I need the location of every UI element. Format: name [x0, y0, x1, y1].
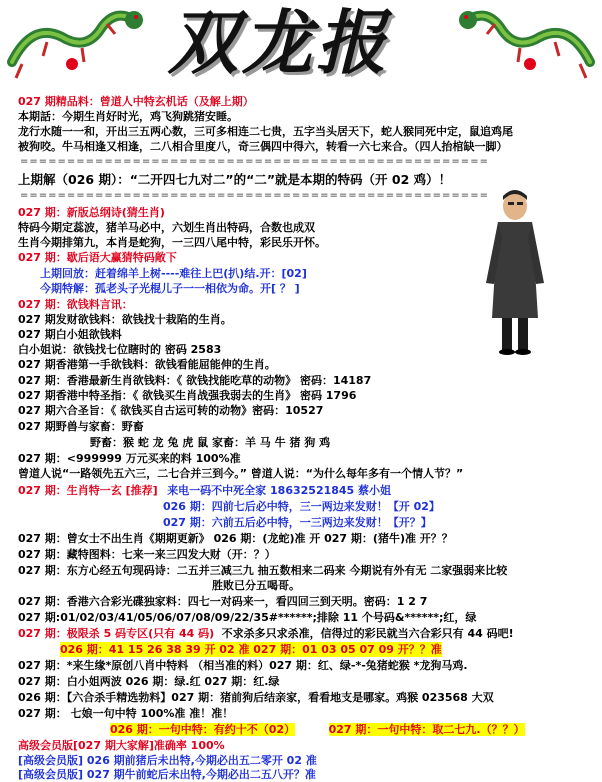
line-proverb-replay: 上期回放：赶着绵羊上树----难往上巴(扒)结.开：[02] [40, 267, 307, 280]
line-vip-header: 高级会员版[027 期大家解]准确率 100% [18, 739, 225, 752]
line-hidden-map: 027 期：藏特图料：七来一来三四发大财（开：？） [18, 548, 276, 561]
line-vip-027: [高级会员版] 027 期牛前蛇后未出特,今期必出二五八开？准 [18, 768, 316, 781]
recommend-label: 027 期：生肖特一玄 [推荐] [18, 484, 158, 497]
line-heart-sutra: 027 期：东方心经五句现码诗：二五并三减三九 抽五数相来二码来 今期说有外有无 二家强弱来比较 [18, 564, 508, 577]
line-money-3: 白小姐说：欲钱找七位瞎时的 密码 2583 [18, 343, 222, 356]
line-cd-exclusive: 027 期：香港六合彩光碟独家料：四七一对码来一，看四回三到天明。密码：1 2 7 [18, 595, 428, 608]
figure-man-icon [480, 188, 550, 358]
line-killer-pick: 026 期：【六合杀手精选勃料】027 期：猪前狗后结亲家，看看地支是哪家。鸡猴 023568 大双 [18, 691, 494, 704]
line-million: 027 期：<999999 万元买来的料 100%准 [18, 452, 241, 465]
line-poem-1: 特码今期定蕊波，猪羊马必中，六划生肖出特码，合数也成双 [18, 221, 315, 234]
line-seven-lady: 027 期： 七娘一句中特 100%准 准！准！ [18, 707, 234, 720]
kill-zone-label: 027 期：极限杀 5 码专区(只有 44 码) [18, 627, 215, 640]
line-proverb-current: 今期特解：孤老头子光棍儿子一一相依为命。开[ ？ ] [40, 282, 300, 295]
line-vip-026: [高级会员版] 026 期前猪后未出特,今期必出五二零开 02 准 [18, 754, 317, 767]
line-money-6: 027 期香港中特圣指：《 欲钱买生肖战强我弱去的生肖》 密码 1796 [18, 389, 357, 402]
page-title: 双龙报 [168, 1, 390, 84]
one-phrase-027: 027 期：一句中特：取二七九.（？？） [328, 723, 525, 736]
kill-zone-text: 不求杀多只求杀准，信得过的彩民就当六合彩只有 44 码吧! [221, 627, 514, 640]
line-verse-1: 龙行水随一一和，开出三五两心数，三可多相连二七贵，五字当头居天下，蛇人猴同死中定，鼠追鸡尾 [18, 125, 513, 138]
line-money-1: 027 期发财欲钱料：欲钱找十栽陷的生肖。 [18, 313, 232, 326]
line-numbers: 026 期：41 15 26 38 39 开 02 准 027 期：01 03 05 07 09 开？？准 [60, 643, 442, 656]
line-verse-2: 被狗咬。牛马相逢又相逢，二八相合里度八，奇三偶四中得六，转看一六七来合。（四人抬棺缺一脚） [18, 140, 508, 153]
recommend-contact: 来电一码不中死全家 18632521845 蔡小姐 [167, 484, 392, 497]
line-exclude: 027 期:01/02/03/41/05/06/07/08/09/22/35#******;排除 11 个号码&******;红，绿 [18, 611, 477, 624]
line-money-5: 027 期：香港最新生肖欲钱料：《 欲钱找能吃草的动物》 密码：14187 [18, 374, 372, 387]
line-money-7: 027 期六合圣旨：《 欲钱买自古运可转的动物》密码：10527 [18, 404, 324, 417]
line-last-issue-answer: 上期解（026 期）：“二开四七九对二”的“二”就是本期的特码（开 02 鸡）！ [18, 172, 452, 187]
line-beasts-list: 野畜：猴 蛇 龙 兔 虎 鼠 家畜：羊 马 牛 猪 狗 鸡 [90, 436, 331, 449]
line-kill-zone [18, 626, 514, 641]
line-money-2: 027 期白小姐欲钱料 [18, 328, 122, 341]
line-eight-zodiac: 027 期：*来生缘*原创八肖中特料 （相当准的料）027 期：红、绿-*-兔猪蛇猴 *龙狗马鸡. [18, 659, 468, 672]
header-banner [0, 0, 602, 92]
line-recommend [18, 483, 391, 498]
separator: ================================================== [20, 190, 489, 201]
separator: ================================================== [20, 156, 489, 167]
line-one-phrase [110, 722, 525, 737]
one-phrase-026: 026 期：一句中特：有约十不（02） [110, 723, 296, 736]
line-money-4: 027 期香港第一手欲钱料：欲钱看能屈能伸的生肖。 [18, 358, 276, 371]
line-zeng-says: 曾道人说“一路领先五六三，二七合并三到今。” 曾道人说：“为什么每年多有一个情人节？” [18, 467, 464, 480]
line-heart-sutra-2: 胜败已分五喝哥。 [212, 579, 300, 592]
line-two-waves: 027 期：白小姐两波 026 期：绿.红 027 期：红.绿 [18, 675, 280, 688]
line-ms-zeng: 027 期：曾女士不出生肖《期期更新》 026 期：(龙蛇)准 开 027 期：(猪牛)准 开？？ [18, 532, 453, 545]
line-beasts: 027 期野兽与家畜：野畜 [18, 420, 144, 433]
dragon-right-icon [455, 2, 600, 84]
line-featured-header: 027 期精品料：曾道人中特玄机话（及解上期） [18, 95, 254, 108]
line-poem-header: 027 期：新版总纲诗(猜生肖) [18, 206, 165, 219]
line-poem-2: 生肖今期排第九，本肖是蛇狗，一三四八尾中特，彩民乐开怀。 [18, 236, 326, 249]
line-money-header: 027 期：欲钱料言讯： [18, 298, 133, 311]
dragon-left-icon [2, 2, 147, 84]
line-this-issue: 本期話：今期生肖好时光，鸡飞狗跳猪安睡。 [18, 110, 238, 123]
line-proverb-header: 027 期：歇后语大赢猜特码敞下 [18, 251, 177, 264]
line-026-special: 026 期：四前七后必中特，三一两边来发财！【开 02】 [163, 500, 440, 513]
line-027-special: 027 期：六前五后必中特，一三两边来发财！【开？】 [163, 516, 432, 529]
